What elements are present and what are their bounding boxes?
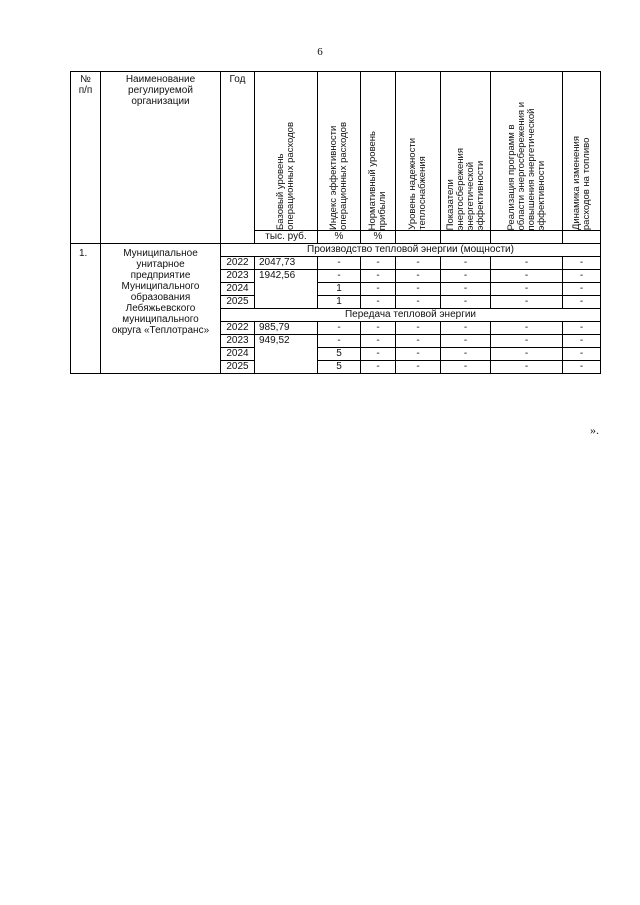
programs-cell: -	[491, 283, 563, 296]
reliability-cell: -	[396, 335, 441, 348]
profit-cell: -	[361, 361, 396, 374]
profit-cell: -	[361, 335, 396, 348]
header-energy-saving-label: Показатели энергосбережения энергетической эффективности	[444, 147, 486, 230]
energy-cell: -	[441, 361, 491, 374]
reliability-cell: -	[396, 270, 441, 283]
year-cell: 2025	[221, 361, 255, 374]
fuel-cell: -	[563, 322, 601, 335]
energy-cell: -	[441, 348, 491, 361]
header-programs	[491, 72, 563, 231]
energy-cell: -	[441, 322, 491, 335]
profit-cell: -	[361, 283, 396, 296]
fuel-cell: -	[563, 361, 601, 374]
energy-cell: -	[441, 283, 491, 296]
year-cell: 2023	[221, 335, 255, 348]
unit-empty	[441, 231, 491, 244]
fuel-cell: -	[563, 270, 601, 283]
header-fuel-dynamics-label: Динамика изменения расходов на топливо	[570, 135, 592, 230]
unit-base: тыс. руб.	[255, 231, 318, 244]
reliability-cell: -	[396, 283, 441, 296]
base-cell: 1942,56	[255, 270, 318, 283]
index-cell: 1	[318, 283, 361, 296]
profit-cell: -	[361, 270, 396, 283]
indicators-table	[70, 71, 601, 374]
header-organization	[101, 72, 221, 244]
section-title-row	[71, 244, 601, 257]
header-reliability	[396, 72, 441, 231]
page-number: 6	[317, 46, 323, 58]
index-cell: 5	[318, 361, 361, 374]
base-cell	[255, 348, 318, 361]
reliability-cell: -	[396, 348, 441, 361]
unit-empty	[491, 231, 563, 244]
fuel-cell: -	[563, 257, 601, 270]
reliability-cell: -	[396, 257, 441, 270]
unit-index: %	[318, 231, 361, 244]
header-fuel-dynamics	[563, 72, 601, 231]
header-number	[71, 72, 101, 244]
base-cell: 985,79	[255, 322, 318, 335]
reliability-cell: -	[396, 296, 441, 309]
header-energy-saving	[441, 72, 491, 231]
unit-profit: %	[361, 231, 396, 244]
programs-cell: -	[491, 348, 563, 361]
index-cell: 1	[318, 296, 361, 309]
unit-empty	[396, 231, 441, 244]
fuel-cell: -	[563, 283, 601, 296]
profit-cell: -	[361, 257, 396, 270]
programs-cell: -	[491, 296, 563, 309]
closing-quote: ».	[590, 423, 599, 437]
base-cell	[255, 283, 318, 296]
base-cell: 2047,73	[255, 257, 318, 270]
organization-name-text: Муниципальное унитарное предприятие Муниципального образования Лебяжьевского муниципального округа «Теплотранс»	[111, 248, 210, 336]
fuel-cell: -	[563, 335, 601, 348]
row-number: 1.	[71, 244, 101, 374]
header-year-label: Год	[229, 74, 246, 85]
header-efficiency-index	[318, 72, 361, 231]
year-cell: 2025	[221, 296, 255, 309]
profit-cell: -	[361, 296, 396, 309]
programs-cell: -	[491, 322, 563, 335]
year-cell: 2022	[221, 322, 255, 335]
index-cell: -	[318, 257, 361, 270]
header-programs-label: Реализация программ в области энергосбережения и повышения энергетической эффективности	[505, 101, 547, 230]
base-cell: 949,52	[255, 335, 318, 348]
energy-cell: -	[441, 296, 491, 309]
programs-cell: -	[491, 257, 563, 270]
header-year	[221, 72, 255, 244]
organization-name	[101, 244, 221, 374]
header-profit-level-label: Нормативный уровень прибыли	[367, 130, 388, 230]
energy-cell: -	[441, 257, 491, 270]
energy-cell: -	[441, 270, 491, 283]
header-organization-label: Наименование регулируемой организации	[125, 74, 196, 107]
section-title: Производство тепловой энергии (мощности)	[221, 244, 601, 257]
programs-cell: -	[491, 361, 563, 374]
index-cell: -	[318, 270, 361, 283]
index-cell: -	[318, 335, 361, 348]
section-title: Передача тепловой энергии	[221, 309, 601, 322]
programs-cell: -	[491, 270, 563, 283]
index-cell: -	[318, 322, 361, 335]
year-cell: 2023	[221, 270, 255, 283]
header-base-level	[255, 72, 318, 231]
reliability-cell: -	[396, 322, 441, 335]
programs-cell: -	[491, 335, 563, 348]
reliability-cell: -	[396, 361, 441, 374]
header-profit-level	[361, 72, 396, 231]
energy-cell: -	[441, 335, 491, 348]
year-cell: 2022	[221, 257, 255, 270]
header-row	[71, 72, 601, 231]
header-reliability-label: Уровень надежности теплоснабжения	[407, 138, 428, 230]
fuel-cell: -	[563, 348, 601, 361]
base-cell	[255, 361, 318, 374]
header-efficiency-index-label: Индекс эффективности операционных расходов	[328, 122, 349, 230]
base-cell	[255, 296, 318, 309]
index-cell: 5	[318, 348, 361, 361]
profit-cell: -	[361, 348, 396, 361]
profit-cell: -	[361, 322, 396, 335]
header-number-label: № п/п	[78, 74, 93, 96]
fuel-cell: -	[563, 296, 601, 309]
unit-empty	[563, 231, 601, 244]
year-cell: 2024	[221, 348, 255, 361]
header-base-level-label: Базовый уровень операционных расходов	[275, 122, 296, 230]
year-cell: 2024	[221, 283, 255, 296]
